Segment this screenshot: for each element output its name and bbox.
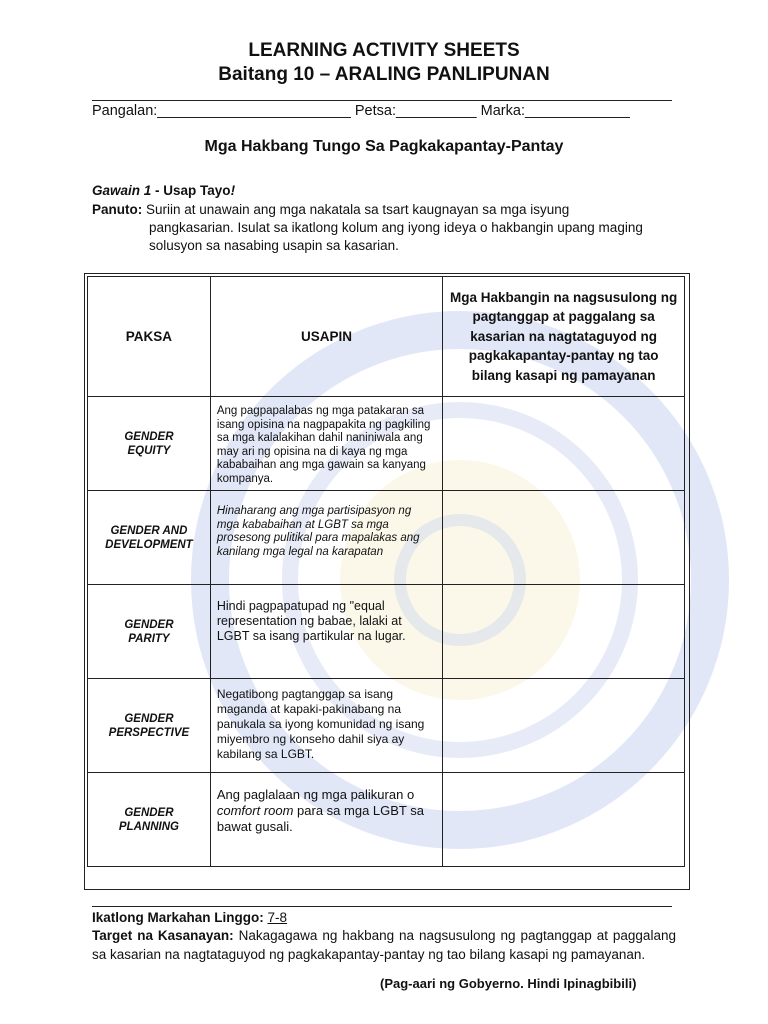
issue-text-italic: comfort room xyxy=(216,803,294,818)
target-text: Nakagagawa ng hakbang na nagsusulong ng pagtanggap at paggalang sa kasarian na nagtataguyod ng pagkakapantay-pantay ng tao bilang kasapi ng pamayanan. xyxy=(92,928,676,962)
header-hakbangin: Mga Hakbangin na nagsusulong ng pagtanggap at paggalang sa kasarian na nagtataguyod ng pagkakapantay-pantay ng tao bilang kasapi ng pamayanan xyxy=(443,277,685,397)
answer-cell[interactable] xyxy=(443,679,685,773)
instructions-rest: pangkasarian. Isulat sa ikatlong kolum ang iyong ideya o hakbangin upang maging solusyon sa nasabing usapin sa kasarian. xyxy=(149,220,643,253)
topic-line: GENDER xyxy=(124,712,174,725)
activity-table xyxy=(87,276,685,867)
activity-subtitle: Usap Tayo xyxy=(163,183,231,198)
student-info-line: Pangalan:________________________ Petsa:__________ Marka:_____________ xyxy=(92,103,630,119)
answer-cell[interactable] xyxy=(443,491,685,585)
table-header-row xyxy=(88,277,685,397)
topic-line: GENDER xyxy=(124,806,174,819)
table-row xyxy=(88,773,685,867)
quarter-label: Ikatlong Markahan Linggo: xyxy=(92,910,264,925)
topic-line: GENDER xyxy=(124,430,174,443)
topic-cell xyxy=(88,491,211,585)
header-rule xyxy=(92,100,672,101)
table-row xyxy=(88,491,685,585)
answer-cell[interactable] xyxy=(443,773,685,867)
issue-cell xyxy=(210,773,442,867)
table-row xyxy=(88,397,685,491)
target-skill xyxy=(92,926,676,964)
activity-title-separator: - xyxy=(151,183,164,198)
section-title: Mga Hakbang Tungo Sa Pagkakapantay-Pantay xyxy=(204,138,564,155)
activity-subtitle-mark: ! xyxy=(230,183,236,198)
topic-line: GENDER AND xyxy=(110,524,188,537)
topic-line: DEVELOPMENT xyxy=(105,538,193,551)
activity-title xyxy=(92,183,235,198)
topic-line: PLANNING xyxy=(118,820,179,833)
activity-number: Gawain 1 xyxy=(92,183,152,198)
topic-line: EQUITY xyxy=(127,444,171,457)
sheet-subtitle: Baitang 10 – ARALING PANLIPUNAN xyxy=(218,64,550,85)
instructions-label: Panuto: xyxy=(92,202,143,217)
topic-cell xyxy=(88,397,211,491)
sheet-title: LEARNING ACTIVITY SHEETS xyxy=(248,40,520,61)
issue-cell: Negatibong pagtanggap sa isang maganda at kapaki-pakinabang na panukala sa iyong komunidad ng isang miyembro ng konseho dahil siya ay kabilang sa LGBT. xyxy=(210,679,442,773)
issue-text: Ang paglalaan ng mga palikuran o xyxy=(216,787,415,802)
topic-cell xyxy=(88,585,211,679)
topic-line: PARITY xyxy=(128,632,170,645)
answer-cell[interactable] xyxy=(443,585,685,679)
footer-rule xyxy=(92,906,672,907)
target-label: Target na Kasanayan: xyxy=(92,928,234,943)
topic-cell xyxy=(88,679,211,773)
topic-line: GENDER xyxy=(124,618,174,631)
issue-cell: Hinaharang ang mga partisipasyon ng mga kababaihan at LGBT sa mga prosesong pulitikal para mapalakas ang kanilang mga legal na karapatan xyxy=(210,491,442,585)
ownership-note: (Pag-aari ng Gobyerno. Hindi Ipinagbibili) xyxy=(380,976,637,991)
topic-cell xyxy=(88,773,211,867)
instructions-first-line: Suriin at unawain ang mga nakatala sa tsart kaugnayan sa mga isyung xyxy=(146,202,570,217)
header-usapin: USAPIN xyxy=(210,277,442,397)
instructions xyxy=(92,201,682,255)
quarter-value: 7-8 xyxy=(267,910,288,925)
answer-cell[interactable] xyxy=(443,397,685,491)
quarter-line xyxy=(92,910,287,925)
issue-cell: Hindi pagpapatupad ng "equal representation ng babae, lalaki at LGBT sa isang partikular na lugar. xyxy=(210,585,442,679)
header-paksa: PAKSA xyxy=(88,277,211,397)
table-row xyxy=(88,679,685,773)
issue-cell: Ang pagpapalabas ng mga patakaran sa isang opisina na nagpapakita ng pagkiling sa mga kalalakihan dahil naniniwala ang may ari ng opisina na di kaya ng mga kababaihan ang mga gawain sa kanyang kompanya. xyxy=(210,397,442,491)
table-row xyxy=(88,585,685,679)
topic-line: PERSPECTIVE xyxy=(108,726,190,739)
issue-text: para sa mga LGBT sa bawat gusali. xyxy=(216,803,424,834)
